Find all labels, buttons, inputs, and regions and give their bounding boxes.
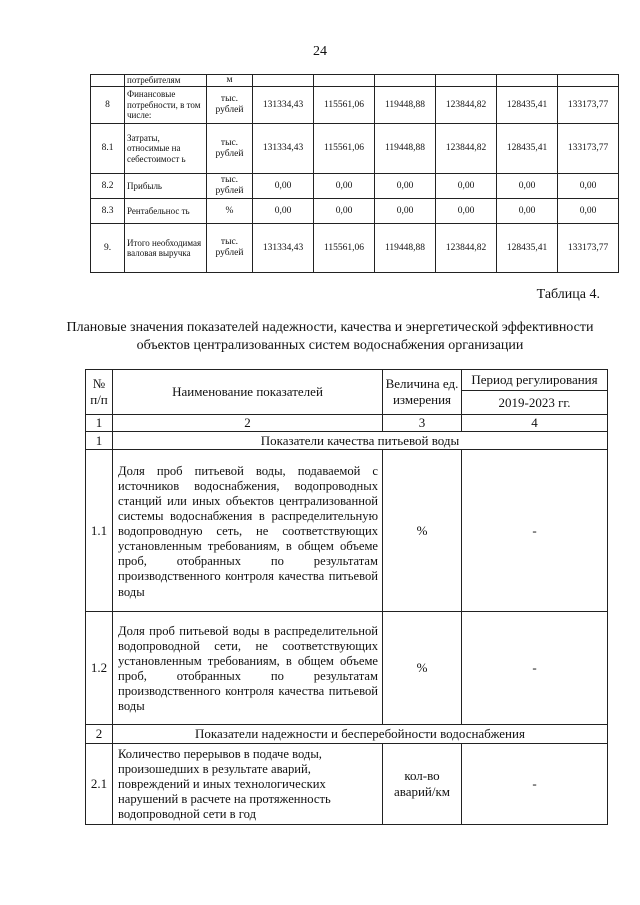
value-cell: 0,00 xyxy=(314,174,375,199)
value-cell xyxy=(497,75,558,87)
value-cell: 0,00 xyxy=(375,174,436,199)
row-unit: кол-во аварий/км xyxy=(383,743,462,824)
table-row xyxy=(86,743,608,824)
row-number: 1.1 xyxy=(86,450,113,612)
table-row xyxy=(91,224,619,273)
table-row xyxy=(91,174,619,199)
row-name: Доля проб питьевой воды в распределительной водопроводной сети, не соответствующих установленным требованиям, в общем объеме проб, отобранных по результатам производственного контроля качества питьевой воды xyxy=(113,612,383,725)
value-cell: 115561,06 xyxy=(314,224,375,273)
value-cell xyxy=(436,75,497,87)
value-cell xyxy=(314,75,375,87)
row-value: - xyxy=(462,612,608,725)
table-caption: Плановые значения показателей надежности, качества и энергетической эффективности объектов централизованных систем водоснабжения организации xyxy=(66,320,594,354)
row-value: - xyxy=(462,450,608,612)
value-cell: 119448,88 xyxy=(375,224,436,273)
header-period: Период регулирования xyxy=(462,370,608,391)
financial-table xyxy=(90,74,619,273)
value-cell: 0,00 xyxy=(375,199,436,224)
table-row xyxy=(91,87,619,124)
row-name: потребителям xyxy=(125,75,207,87)
value-cell: 131334,43 xyxy=(253,87,314,124)
value-cell: 119448,88 xyxy=(375,87,436,124)
section-title: Показатели надежности и бесперебойности водоснабжения xyxy=(113,725,608,744)
header-years: 2019-2023 гг. xyxy=(462,391,608,415)
row-name: Итого необходимая валовая выручка xyxy=(125,224,207,273)
row-number: 8.1 xyxy=(91,124,125,174)
column-numbers-row xyxy=(86,415,608,432)
value-cell: 0,00 xyxy=(497,174,558,199)
value-cell: 119448,88 xyxy=(375,124,436,174)
value-cell xyxy=(558,75,619,87)
row-number xyxy=(91,75,125,87)
table-row xyxy=(91,75,619,87)
value-cell: 131334,43 xyxy=(253,124,314,174)
row-unit: % xyxy=(207,199,253,224)
value-cell: 128435,41 xyxy=(497,124,558,174)
value-cell: 0,00 xyxy=(253,199,314,224)
value-cell: 133173,77 xyxy=(558,87,619,124)
row-unit: % xyxy=(383,450,462,612)
row-name: Количество перерывов в подаче воды, произошедших в результате аварий, повреждений и иных технологических нарушений в расчете на протяженность водопроводной сети в год xyxy=(113,743,383,824)
row-unit: м xyxy=(207,75,253,87)
value-cell: 0,00 xyxy=(314,199,375,224)
row-unit: тыс. рублей xyxy=(207,124,253,174)
value-cell: 131334,43 xyxy=(253,224,314,273)
col-number: 1 xyxy=(86,415,113,432)
section-row xyxy=(86,725,608,744)
table-row xyxy=(86,450,608,612)
value-cell: 123844,82 xyxy=(436,87,497,124)
col-number: 3 xyxy=(383,415,462,432)
value-cell: 133173,77 xyxy=(558,224,619,273)
row-unit: тыс. рублей xyxy=(207,174,253,199)
row-number: 2.1 xyxy=(86,743,113,824)
col-number: 2 xyxy=(113,415,383,432)
header-name: Наименование показателей xyxy=(113,370,383,415)
table-row xyxy=(91,124,619,174)
row-name: Финансовые потребности, в том числе: xyxy=(125,87,207,124)
value-cell: 0,00 xyxy=(558,199,619,224)
value-cell: 115561,06 xyxy=(314,87,375,124)
header-unit: Величина ед. измерения xyxy=(383,370,462,415)
value-cell: 128435,41 xyxy=(497,87,558,124)
row-name: Затраты, относимые на себестоимост ь xyxy=(125,124,207,174)
section-row xyxy=(86,431,608,450)
value-cell: 133173,77 xyxy=(558,124,619,174)
row-number: 8.2 xyxy=(91,174,125,199)
row-number: 8.3 xyxy=(91,199,125,224)
value-cell: 128435,41 xyxy=(497,224,558,273)
section-number: 1 xyxy=(86,431,113,450)
row-number: 1.2 xyxy=(86,612,113,725)
value-cell: 115561,06 xyxy=(314,124,375,174)
value-cell xyxy=(375,75,436,87)
value-cell: 123844,82 xyxy=(436,124,497,174)
value-cell: 0,00 xyxy=(497,199,558,224)
value-cell xyxy=(253,75,314,87)
section-title: Показатели качества питьевой воды xyxy=(113,431,608,450)
table-label: Таблица 4. xyxy=(536,287,600,302)
col-number: 4 xyxy=(462,415,608,432)
row-name: Прибыль xyxy=(125,174,207,199)
value-cell: 0,00 xyxy=(436,199,497,224)
header-row xyxy=(86,370,608,391)
row-number: 8 xyxy=(91,87,125,124)
value-cell: 0,00 xyxy=(436,174,497,199)
section-number: 2 xyxy=(86,725,113,744)
value-cell: 0,00 xyxy=(558,174,619,199)
table-row xyxy=(91,199,619,224)
row-name: Рентабельнос ть xyxy=(125,199,207,224)
row-unit: % xyxy=(383,612,462,725)
row-unit: тыс. рублей xyxy=(207,224,253,273)
indicators-table xyxy=(85,369,608,825)
value-cell: 123844,82 xyxy=(436,224,497,273)
row-unit: тыс. рублей xyxy=(207,87,253,124)
row-name: Доля проб питьевой воды, подаваемой с источников водоснабжения, водопроводных станций или иных объектов централизованной системы водоснабжения в распределительную водопроводную сеть, не соответствующих установленным требованиям, в общем объеме проб, отобранных по результатам производственного контроля качества питьевой воды xyxy=(113,450,383,612)
table-row xyxy=(86,612,608,725)
header-num: № п/п xyxy=(86,370,113,415)
row-number: 9. xyxy=(91,224,125,273)
value-cell: 0,00 xyxy=(253,174,314,199)
row-value: - xyxy=(462,743,608,824)
page-number: 24 xyxy=(313,44,327,59)
